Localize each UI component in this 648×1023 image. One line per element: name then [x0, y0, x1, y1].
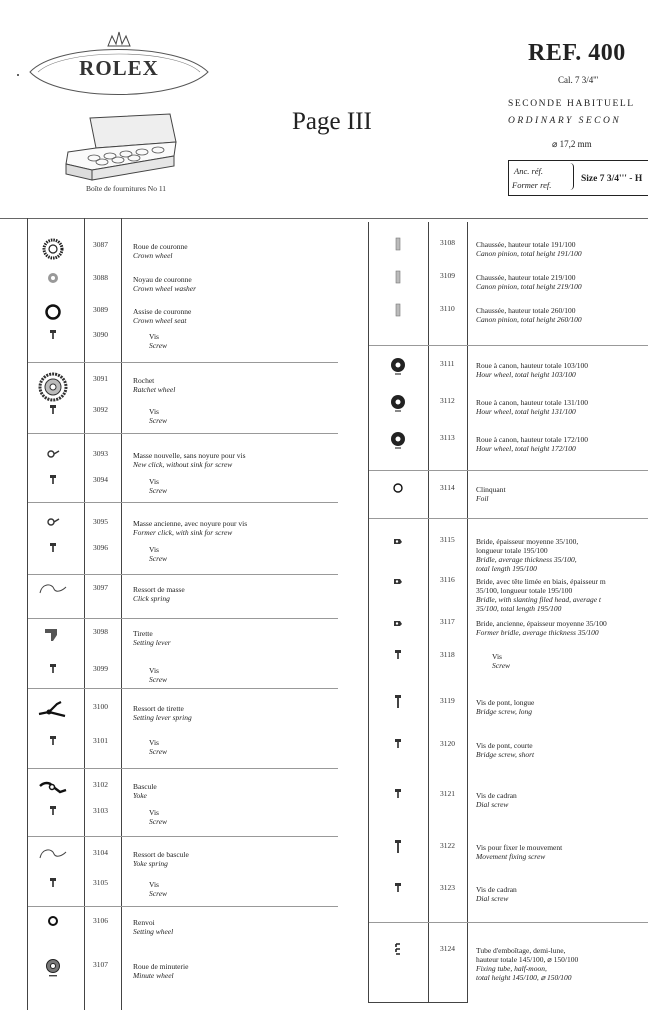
- part-description: Rochet Ratchet wheel: [133, 376, 176, 394]
- part-description: Roue à canon, hauteur totale 131/100 Hour wheel, total height 131/100: [476, 398, 589, 416]
- part-description: Vis de cadran Dial screw: [476, 885, 517, 903]
- part-number: 3089: [93, 305, 108, 314]
- part-description: Vis Screw: [149, 407, 168, 425]
- bridle-icon: [392, 573, 404, 591]
- part-number: 3092: [93, 405, 108, 414]
- row-divider: [369, 518, 648, 519]
- part-number: 3115: [440, 535, 455, 544]
- lever-icon: [43, 625, 63, 648]
- part-description: Bride, ancienne, épaisseur moyenne 35/100 Former bridle, average thickness 35/100: [476, 619, 607, 637]
- small-wheel-icon: [47, 914, 59, 932]
- row-divider: [28, 362, 338, 363]
- yoke-icon: [38, 778, 68, 803]
- crown-wheel-icon: [42, 238, 64, 265]
- hour-wheel-icon: [389, 394, 407, 419]
- part-description: Assise de couronne Crown wheel seat: [133, 307, 192, 325]
- former-ref-fr: Anc. réf.: [514, 166, 544, 176]
- part-number: 3123: [440, 883, 455, 892]
- part-description: Ressort de tirette Setting lever spring: [133, 704, 192, 722]
- canon-pinion-icon: [394, 269, 402, 290]
- part-description: Vis Screw: [149, 880, 168, 898]
- part-number: 3095: [93, 517, 108, 526]
- part-description: Vis pour fixer le mouvement Movement fixing screw: [476, 843, 563, 861]
- caliber: Cal. 7 3/4''': [558, 75, 599, 85]
- click-icon: [46, 515, 60, 533]
- part-number: 3098: [93, 627, 108, 636]
- part-number: 3101: [93, 736, 108, 745]
- row-divider: [369, 922, 648, 923]
- part-number: 3113: [440, 433, 455, 442]
- screw-icon: [393, 737, 403, 756]
- part-number: 3108: [440, 238, 455, 247]
- part-description: Chaussée, hauteur totale 219/100 Canon pinion, total height 219/100: [476, 273, 582, 291]
- part-description: Bascule Yoke: [133, 782, 157, 800]
- part-number: 3105: [93, 878, 108, 887]
- long-screw-icon: [393, 694, 403, 715]
- part-number: 3103: [93, 806, 108, 815]
- spring-icon: [38, 846, 68, 867]
- part-number: 3096: [93, 543, 108, 552]
- part-description: Vis Screw: [149, 738, 168, 756]
- screw-icon: [393, 881, 403, 900]
- part-description: Vis de pont, longue Bridge screw, long: [476, 698, 535, 716]
- part-description: Vis Screw: [149, 666, 168, 684]
- part-description: Ressort de bascule Yoke spring: [133, 850, 189, 868]
- part-description: Ressort de masse Click spring: [133, 585, 185, 603]
- col-rule: [27, 218, 28, 1010]
- screw-icon: [393, 648, 403, 667]
- part-number: 3112: [440, 396, 455, 405]
- col-rule: [121, 218, 122, 1010]
- part-number: 3122: [440, 841, 455, 850]
- screw-icon: [48, 541, 58, 560]
- row-divider: [28, 433, 338, 434]
- part-description: Tube d'emboîtage, demi-lune, hauteur totale 145/100, ⌀ 150/100 Fixing tube, half-moon, total height 145/100, ⌀ 150/100: [476, 946, 579, 982]
- part-description: Masse nouvelle, sans noyure pour vis New click, without sink for screw: [133, 451, 246, 469]
- part-number: 3104: [93, 848, 108, 857]
- row-divider: [28, 574, 338, 575]
- ref-title: REF. 400: [528, 40, 626, 66]
- tube-icon: [393, 942, 403, 963]
- part-number: 3097: [93, 583, 108, 592]
- part-description: Noyau de couronne Crown wheel washer: [133, 275, 197, 293]
- size-label: Size 7 3/4''' - H: [581, 174, 643, 184]
- click-icon: [46, 447, 60, 465]
- part-number: 3116: [440, 575, 455, 584]
- part-description: Renvoi Setting wheel: [133, 918, 174, 936]
- hour-wheel-icon: [389, 431, 407, 456]
- part-number: 3121: [440, 789, 455, 798]
- canon-pinion-icon: [394, 236, 402, 257]
- part-description: Vis Screw: [149, 477, 168, 495]
- part-number: 3094: [93, 475, 108, 484]
- part-number: 3090: [93, 330, 108, 339]
- table-bottom-rule: [368, 1002, 468, 1003]
- part-number: 3087: [93, 240, 108, 249]
- col-rule: [428, 222, 429, 1002]
- lever-spring-icon: [37, 700, 69, 725]
- part-description: Bride, avec tête limée en biais, épaisseur m 35/100, longueur totale 195/100 Bridle, with slanting filed head, average t 35/100, total length 195/100: [476, 577, 606, 613]
- col-rule: [368, 222, 369, 1002]
- row-divider: [28, 688, 338, 689]
- part-number: 3088: [93, 273, 108, 282]
- dot: [17, 74, 19, 76]
- part-description: Vis Screw: [492, 652, 511, 670]
- part-number: 3106: [93, 916, 108, 925]
- col-rule: [84, 218, 85, 1010]
- part-description: Roue à canon, hauteur totale 172/100 Hour wheel, total height 172/100: [476, 435, 589, 453]
- screw-icon: [48, 328, 58, 347]
- screw-icon: [48, 473, 58, 492]
- screw-icon: [48, 662, 58, 681]
- part-number: 3102: [93, 780, 108, 789]
- part-description: Vis de cadran Dial screw: [476, 791, 517, 809]
- table-top-rule: [0, 218, 648, 219]
- seconds-en: ORDINARY SECON: [508, 116, 622, 126]
- part-number: 3114: [440, 483, 455, 492]
- part-number: 3120: [440, 739, 455, 748]
- part-number: 3111: [440, 359, 455, 368]
- part-number: 3118: [440, 650, 455, 659]
- part-description: Masse ancienne, avec noyure pour vis Former click, with sink for screw: [133, 519, 248, 537]
- part-number: 3099: [93, 664, 108, 673]
- part-description: Vis Screw: [149, 808, 168, 826]
- row-divider: [369, 470, 648, 471]
- part-description: Vis Screw: [149, 332, 168, 350]
- ratchet-wheel-icon: [38, 372, 68, 407]
- part-number: 3093: [93, 449, 108, 458]
- row-divider: [28, 836, 338, 837]
- parts-box-image: [62, 112, 180, 182]
- col-rule: [467, 222, 468, 1002]
- part-description: Roue de couronne Crown wheel: [133, 242, 188, 260]
- minute-wheel-icon: [44, 958, 62, 985]
- brand-name: ROLEX: [79, 56, 159, 80]
- part-number: 3109: [440, 271, 455, 280]
- row-divider: [28, 502, 338, 503]
- box-caption: Boîte de fournitures No 11: [85, 184, 167, 193]
- brace: [569, 163, 574, 190]
- row-divider: [369, 345, 648, 346]
- seconds-fr: SECONDE HABITUELL: [508, 99, 635, 109]
- canon-pinion-icon: [394, 302, 402, 323]
- part-description: Bride, épaisseur moyenne 35/100, longueur totale 195/100 Bridle, average thickness 35/100, total length 195/100: [476, 537, 579, 573]
- part-description: Vis de pont, courte Bridge screw, short: [476, 741, 535, 759]
- part-number: 3119: [440, 696, 455, 705]
- rolex-logo: [28, 28, 210, 98]
- part-description: Clinquant Foil: [476, 485, 506, 503]
- foil-icon: [392, 481, 404, 499]
- screw-icon: [393, 787, 403, 806]
- part-description: Roue à canon, hauteur totale 103/100 Hour wheel, total height 103/100: [476, 361, 589, 379]
- row-divider: [28, 618, 338, 619]
- bridle-icon: [392, 533, 404, 551]
- part-number: 3107: [93, 960, 108, 969]
- bridle-icon: [392, 615, 404, 633]
- screw-icon: [48, 734, 58, 753]
- screw-icon: [48, 403, 58, 422]
- former-ref-en: Former ref.: [512, 180, 552, 190]
- row-divider: [28, 906, 338, 907]
- screw-icon: [48, 804, 58, 823]
- part-number: 3117: [440, 617, 455, 626]
- part-number: 3110: [440, 304, 455, 313]
- ring-icon: [44, 303, 62, 326]
- part-description: Chaussée, hauteur totale 260/100 Canon pinion, total height 260/100: [476, 306, 582, 324]
- page-title: Page III: [292, 108, 372, 135]
- part-number: 3100: [93, 702, 108, 711]
- long-screw-icon: [393, 839, 403, 860]
- hour-wheel-icon: [389, 357, 407, 382]
- diameter: ⌀ 17,2 mm: [552, 139, 592, 149]
- part-description: Chaussée, hauteur totale 191/100 Canon pinion, total height 191/100: [476, 240, 582, 258]
- part-number: 3091: [93, 374, 108, 383]
- row-divider: [28, 768, 338, 769]
- part-description: Roue de minuterie Minute wheel: [133, 962, 189, 980]
- part-description: Vis Screw: [149, 545, 168, 563]
- spring-icon: [38, 581, 68, 602]
- washer-icon: [46, 271, 60, 290]
- part-description: Tirette Setting lever: [133, 629, 171, 647]
- part-number: 3124: [440, 944, 455, 953]
- screw-icon: [48, 876, 58, 895]
